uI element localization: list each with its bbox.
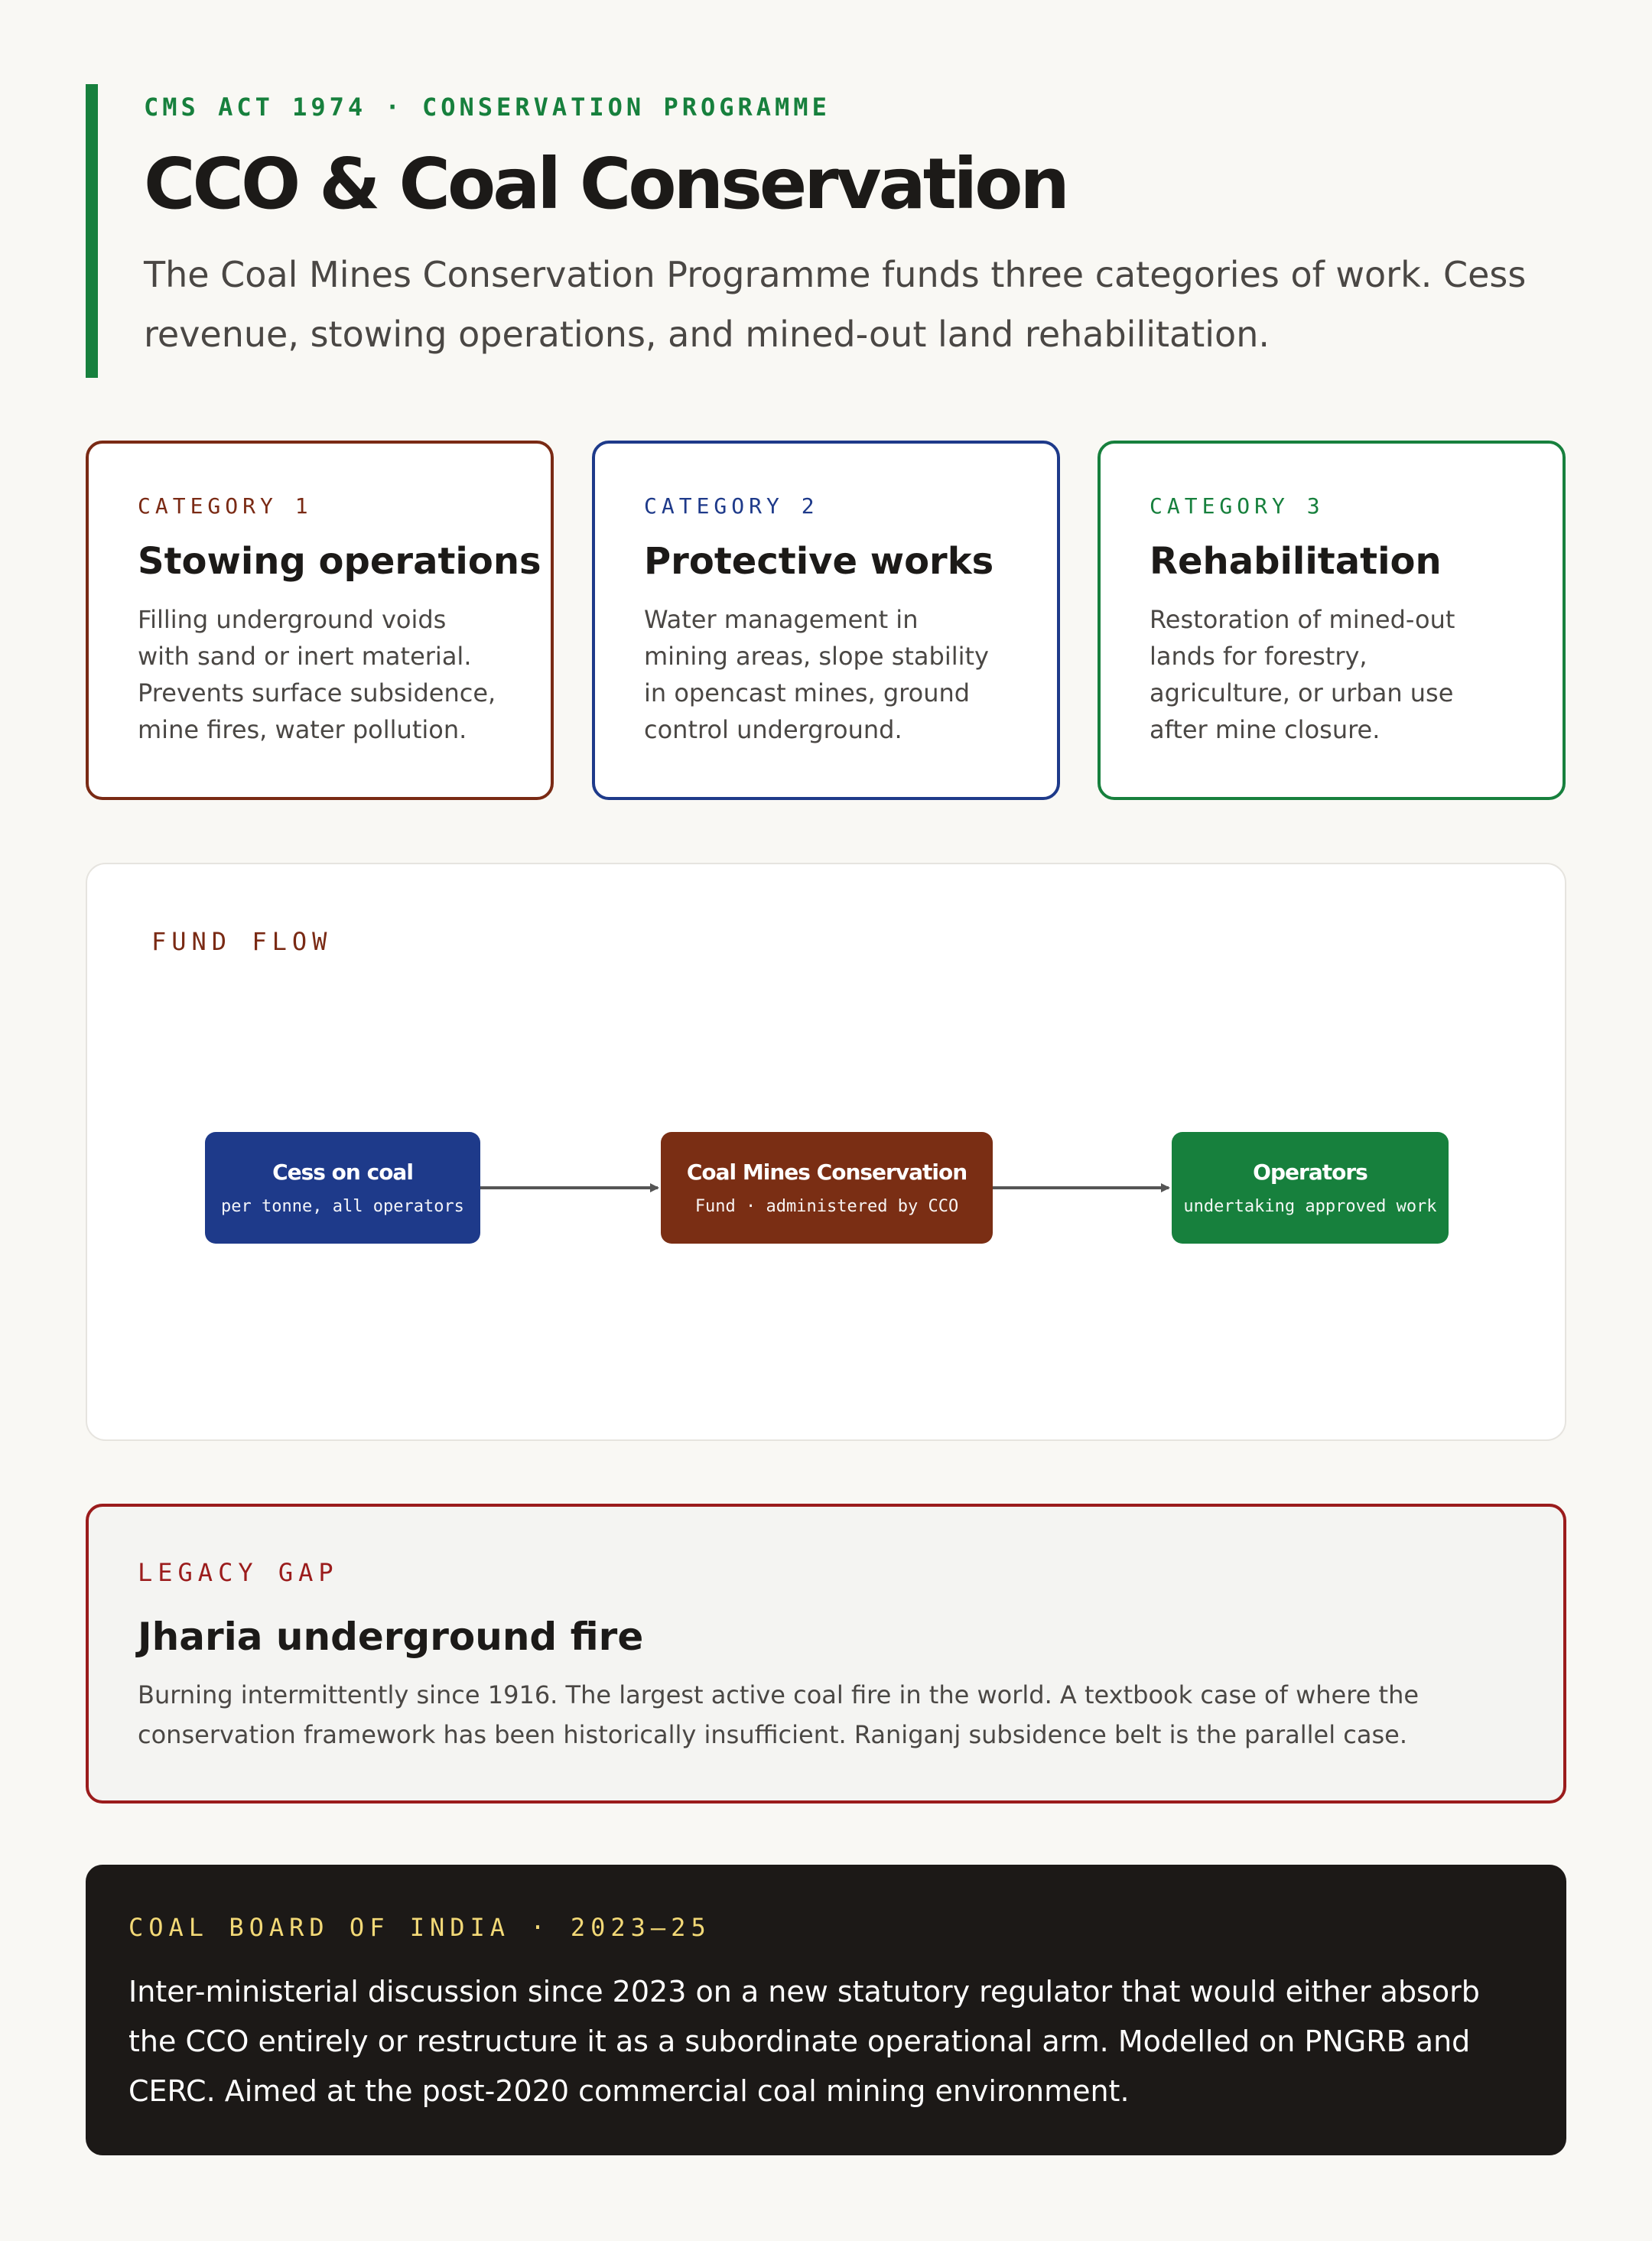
category-label: CATEGORY 2: [644, 493, 819, 519]
coal-board-body: Inter-ministerial discussion since 2023 on a new statutory regulator that would either absorb the CCO entirely or restructure it as a subordinate operational arm. Modelled on PNGRB and CERC. Aimed at the post-2020 commercial coal mining environment.: [128, 1975, 1480, 2108]
flow-node-title: Cess on coal: [272, 1160, 413, 1185]
legacy-gap-callout: [86, 1504, 1566, 1804]
category-label: CATEGORY 1: [138, 493, 313, 519]
fund-flow-label: FUND FLOW: [151, 927, 333, 956]
page-title: CCO & Coal Conservation: [144, 143, 1067, 225]
flow-node-subtitle: Fund · administered by CCO: [694, 1197, 959, 1216]
flow-node-fund: [661, 1132, 993, 1244]
flow-node-operators: [1172, 1132, 1449, 1244]
coal-board-callout: [86, 1865, 1566, 2155]
header-eyebrow: CMS ACT 1974 · CONSERVATION PROGRAMME: [144, 93, 831, 122]
category-title: Protective works: [644, 540, 994, 583]
flow-node-subtitle: undertaking approved work: [1183, 1197, 1437, 1216]
legacy-gap-body: Burning intermittently since 1916. The largest active coal fire in the world. A textbook case of where the conservation framework has been historically insufficient. Raniganj subsidence belt is the parallel case.: [138, 1680, 1419, 1749]
category-description: Filling underground voids with sand or inert material. Prevents surface subsidence, mine fires, water pollution.: [138, 605, 496, 744]
category-description: Restoration of mined-out lands for forestry, agriculture, or urban use after mine closure.: [1150, 605, 1455, 744]
header-lede: The Coal Mines Conservation Programme funds three categories of work. Cess revenue, stowing operations, and mined-out land rehabilitation.: [144, 254, 1527, 355]
legacy-gap-title: Jharia underground fire: [138, 1615, 644, 1659]
category-title: Rehabilitation: [1150, 540, 1442, 583]
legacy-gap-eyebrow: LEGACY GAP: [138, 1558, 339, 1587]
category-description: Water management in mining areas, slope stability in opencast mines, ground control underground.: [644, 605, 989, 744]
category-title: Stowing operations: [138, 540, 541, 583]
category-card-stowing: [86, 441, 554, 800]
coal-board-eyebrow: COAL BOARD OF INDIA · 2023–25: [128, 1913, 711, 1942]
category-card-protective: [592, 441, 1060, 800]
flow-node-cess: [205, 1132, 480, 1244]
category-label: CATEGORY 3: [1150, 493, 1325, 519]
fund-flow-diagram: [86, 863, 1566, 1441]
page-header: [86, 84, 1577, 378]
category-card-rehabilitation: [1098, 441, 1566, 800]
flow-node-title: Coal Mines Conservation: [686, 1160, 967, 1185]
flow-node-title: Operators: [1253, 1160, 1367, 1185]
flow-node-subtitle: per tonne, all operators: [221, 1197, 464, 1216]
